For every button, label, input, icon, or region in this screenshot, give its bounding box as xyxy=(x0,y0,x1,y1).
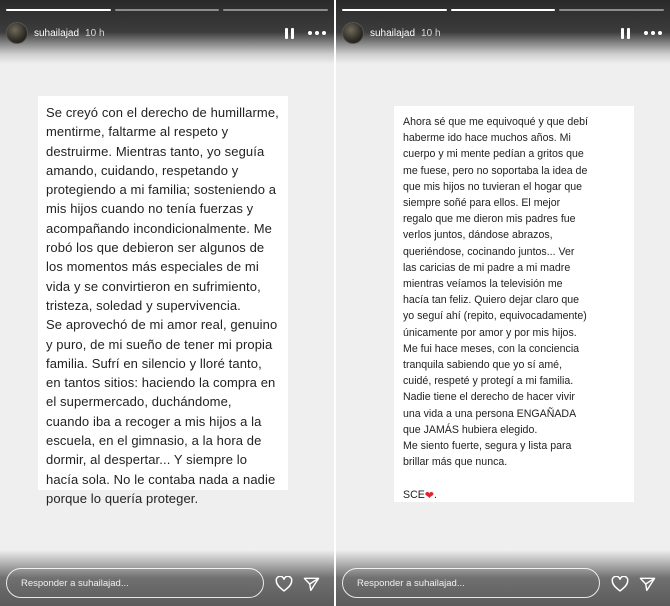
story-text: Se creyó con el derecho de humillarme, mentirme, faltarme al respeto y destruirme. Mientras tanto, yo seguía amando, cuidando, respetando y protegiendo a mi familia; sosteniendo a mis hijos cuando no tenía fuerzas y acompañando incondicionalmente. Me robó los que debieron ser algunos de los momentos más especiales de mi vida y se convirtieron en sufrimiento, tristeza, soledad y supervivencia. Se aprovechó de mi amor real, genuino y puro, de mi sueño de tener mi propia familia. Sufrí en silencio y lloré tanto, en tantos sitios: haciendo la compra en el supermercado, duchándome, cuando iba a recoger a mis hijos a la escuela, en el gimnasio, a la hora de dormir, al despertar... Y siempre lo hacía sola. No le contaba nada a nadie porque lo quería proteger. xyxy=(46,105,279,506)
more-horizontal-icon[interactable] xyxy=(308,31,326,35)
avatar[interactable] xyxy=(342,22,364,44)
progress-segment xyxy=(451,9,556,11)
story-progress-bar xyxy=(6,9,328,11)
story-header xyxy=(342,20,662,46)
story-text xyxy=(403,114,631,504)
progress-segment xyxy=(223,9,328,11)
story-panel-left[interactable] xyxy=(0,0,334,606)
more-horizontal-icon[interactable] xyxy=(644,31,662,35)
reply-placeholder: Responder a suhailajad... xyxy=(21,577,129,589)
post-time: 10 h xyxy=(85,27,105,39)
progress-segment xyxy=(559,9,664,11)
username[interactable]: suhailajad xyxy=(34,27,80,39)
signature: SCE xyxy=(403,488,425,501)
reply-placeholder: Responder a suhailajad... xyxy=(357,577,465,589)
post-time: 10 h xyxy=(421,27,441,39)
reply-input[interactable] xyxy=(342,568,600,598)
story-progress-bar xyxy=(342,9,664,11)
heart-outline-icon[interactable] xyxy=(611,576,629,592)
red-heart-emoji: ❤ xyxy=(424,489,435,502)
pause-icon[interactable] xyxy=(285,28,294,39)
username[interactable]: suhailajad xyxy=(370,27,416,39)
progress-segment xyxy=(115,9,220,11)
avatar[interactable] xyxy=(6,22,28,44)
progress-segment xyxy=(342,9,447,11)
story-text-body: Ahora sé que me equivoqué y que debí haberme ido hace muchos años. Mi cuerpo y mi mente pedían a gritos que me fuese, pero no soportaba la idea de que mis hijos no tuvieran el hogar que siempre soñé para ellos. El mejor regalo que me dieron mis padres fue verlos juntos, dándose abrazos, queriéndose, cocinando juntos... Ver las caricias de mi padre a mi madre mientras veíamos la televisión me hacía tan feliz. Quiero dejar claro que yo seguí ahí (repito, equivocadamente) únicamente por amor y por mis hijos. Me fui hace meses, con la conciencia tranquila sabiendo que yo sí amé, cuidé, respeté y protegí a mi familia. Nadie tiene el derecho de hacer vivir una vida a una persona ENGAÑADA que JAMÁS hubiera elegido. Me siento fuerte, segura y lista para brillar más que nunca. xyxy=(403,116,588,469)
pause-icon[interactable] xyxy=(621,28,630,39)
paper-plane-icon[interactable] xyxy=(303,576,320,592)
heart-outline-icon[interactable] xyxy=(275,576,293,592)
paper-plane-icon[interactable] xyxy=(639,576,656,592)
reply-input[interactable] xyxy=(6,568,264,598)
progress-segment xyxy=(6,9,111,11)
story-panel-right[interactable] xyxy=(336,0,670,606)
signature-suffix: . xyxy=(434,488,437,501)
story-header xyxy=(6,20,326,46)
